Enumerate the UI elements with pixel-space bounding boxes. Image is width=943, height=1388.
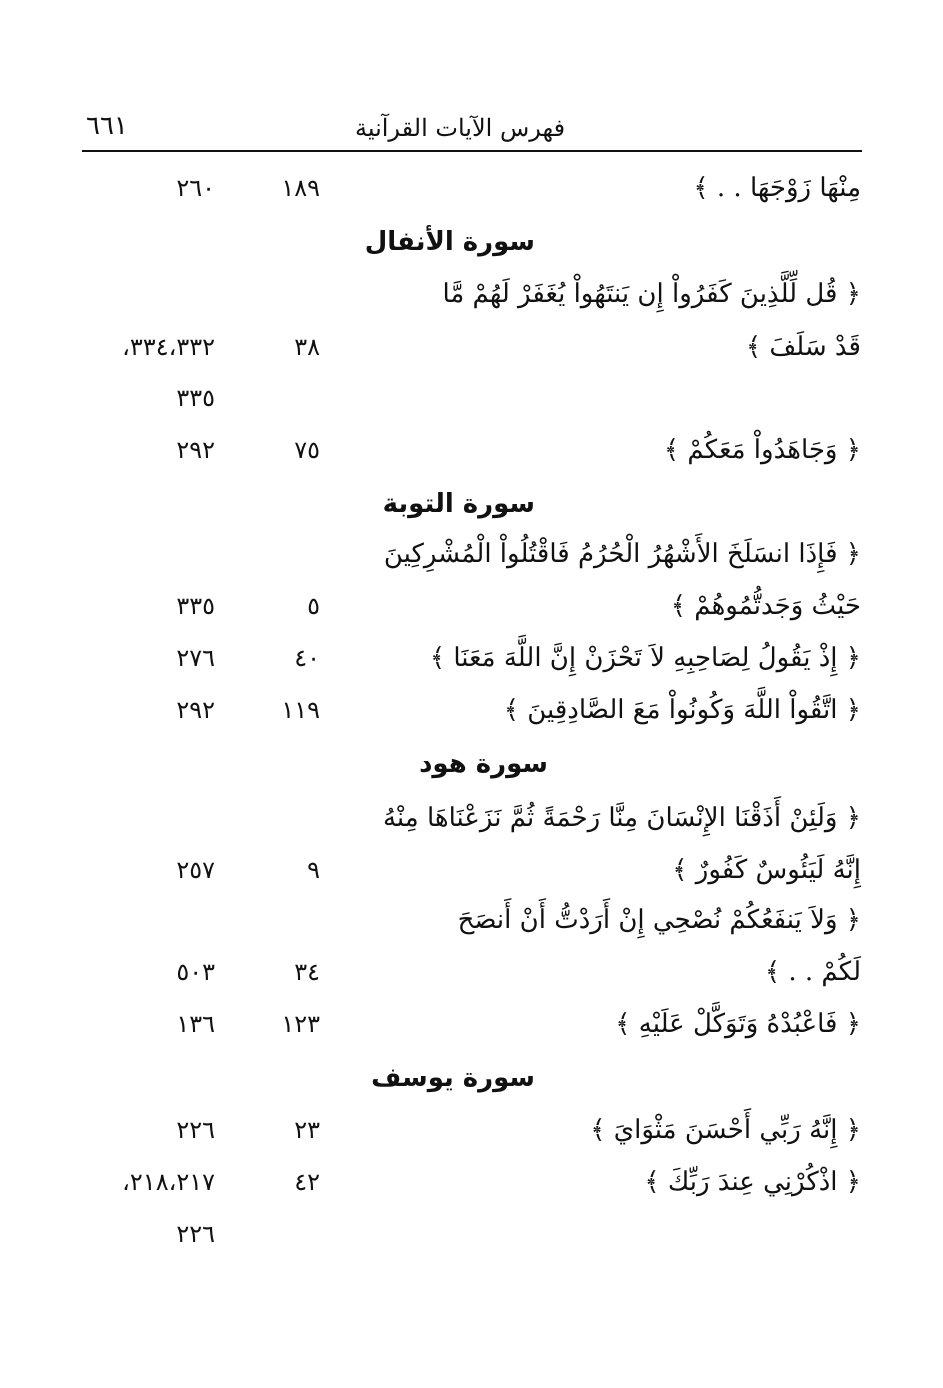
ayah-number: ٤٢ [294, 1168, 320, 1196]
page-reference: ٢٢٦ [176, 1220, 215, 1248]
surah-heading: سورة الأنفال [364, 227, 535, 257]
index-row [0, 162, 943, 214]
verse-text: ﴿ إِنَّهُ رَبِّي أَحْسَنَ مَثْوَايَ ﴾ [590, 1115, 861, 1145]
index-row [0, 424, 943, 476]
ayah-number: ١٨٩ [281, 174, 320, 202]
index-row [0, 792, 943, 844]
index-row [0, 844, 943, 896]
index-row [0, 894, 943, 946]
surah-heading-row [0, 478, 943, 530]
verse-text: قَدْ سَلَفَ ﴾ [745, 332, 861, 362]
verse-text: ﴿ فَإِذَا انسَلَخَ الأَشْهُرُ الْحُرُمُ فَاقْتُلُواْ الْمُشْرِكِينَ [383, 539, 861, 569]
surah-heading-row [0, 1052, 943, 1104]
ayah-number: ٧٥ [294, 436, 320, 464]
surah-heading: سورة يوسف [371, 1063, 535, 1093]
header-rule [82, 150, 862, 152]
page-number: ٦٦١ [86, 111, 128, 141]
index-row [0, 1208, 943, 1260]
index-row [0, 528, 943, 580]
verse-text: ﴿ قُل لِّلَّذِينَ كَفَرُواْ إِن يَنتَهُواْ يُغَفَرْ لَهُمْ مَّا [442, 279, 861, 309]
index-row [0, 946, 943, 998]
surah-heading: سورة هود [419, 749, 548, 779]
index-row [0, 372, 943, 424]
ayah-number: ٤٠ [294, 644, 320, 672]
index-row [0, 684, 943, 736]
verse-text: ﴿ وَلاَ يَنفَعُكُمْ نُصْحِي إِنْ أَرَدْتُّ أَنْ أَنصَحَ [457, 905, 861, 935]
ayah-number: ٢٣ [294, 1116, 320, 1144]
page-reference: ٢١٨،٢١٧، [122, 1168, 215, 1196]
page-title: فهرس الآيات القرآنية [354, 114, 566, 142]
index-row [0, 632, 943, 684]
verse-text: ﴿ اذْكُرْنِي عِندَ رَبِّكَ ﴾ [644, 1167, 861, 1197]
ayah-number: ٩ [307, 856, 320, 884]
verse-text: لَكُمْ . . ﴾ [764, 957, 861, 987]
index-row [0, 1156, 943, 1208]
index-row [0, 321, 943, 373]
index-row [0, 268, 943, 320]
verse-text: ﴿ فَاعْبُدْهُ وَتَوَكَّلْ عَلَيْهِ ﴾ [615, 1009, 861, 1039]
verse-text: ﴿ وَلَئِنْ أَذَقْنَا الإِنْسَانَ مِنَّا رَحْمَةً ثُمَّ نَزَعْنَاهَا مِنْهُ [382, 803, 861, 833]
page-reference: ٢٥٧ [176, 856, 215, 884]
page-reference: ٣٣٥ [176, 592, 215, 620]
surah-heading-row [0, 738, 943, 790]
ayah-number: ٣٨ [294, 333, 320, 361]
page-reference: ٢٧٦ [176, 644, 215, 672]
ayah-number: ٣٤ [294, 958, 320, 986]
index-row [0, 998, 943, 1050]
page-reference: ٢٦٠ [176, 174, 215, 202]
index-row [0, 580, 943, 632]
ayah-number: ١١٩ [281, 696, 320, 724]
page-reference: ٢٩٢ [176, 696, 215, 724]
page-reference: ٢٢٦ [176, 1116, 215, 1144]
surah-heading: سورة التوبة [382, 489, 535, 519]
surah-heading-row [0, 216, 943, 268]
verse-text: ﴿ إِذْ يَقُولُ لِصَاحِبِهِ لاَ تَحْزَنْ إِنَّ اللَّهَ مَعَنَا ﴾ [429, 643, 861, 673]
ayah-number: ٥ [307, 592, 320, 620]
page-reference: ٢٩٢ [176, 436, 215, 464]
verse-text: إِنَّهُ لَيَئُوسٌ كَفُورٌ ﴾ [672, 855, 861, 885]
index-row [0, 1104, 943, 1156]
page-reference: ١٣٦ [176, 1010, 215, 1038]
page-reference: ٣٣٥ [176, 384, 215, 412]
page-reference: ٥٠٣ [176, 958, 215, 986]
page-reference: ٣٣٤،٣٣٢، [122, 333, 215, 361]
verse-text: ﴿ اتَّقُواْ اللَّهَ وَكُونُواْ مَعَ الصَّادِقِينَ ﴾ [503, 695, 861, 725]
verse-text: ﴿ وَجَاهَدُواْ مَعَكُمْ ﴾ [663, 435, 861, 465]
verse-text: حَيْثُ وَجَدتُّمُوهُمْ ﴾ [670, 591, 861, 621]
ayah-number: ١٢٣ [281, 1010, 320, 1038]
verse-text: مِنْهَا زَوْجَهَا . . ﴾ [693, 173, 861, 203]
